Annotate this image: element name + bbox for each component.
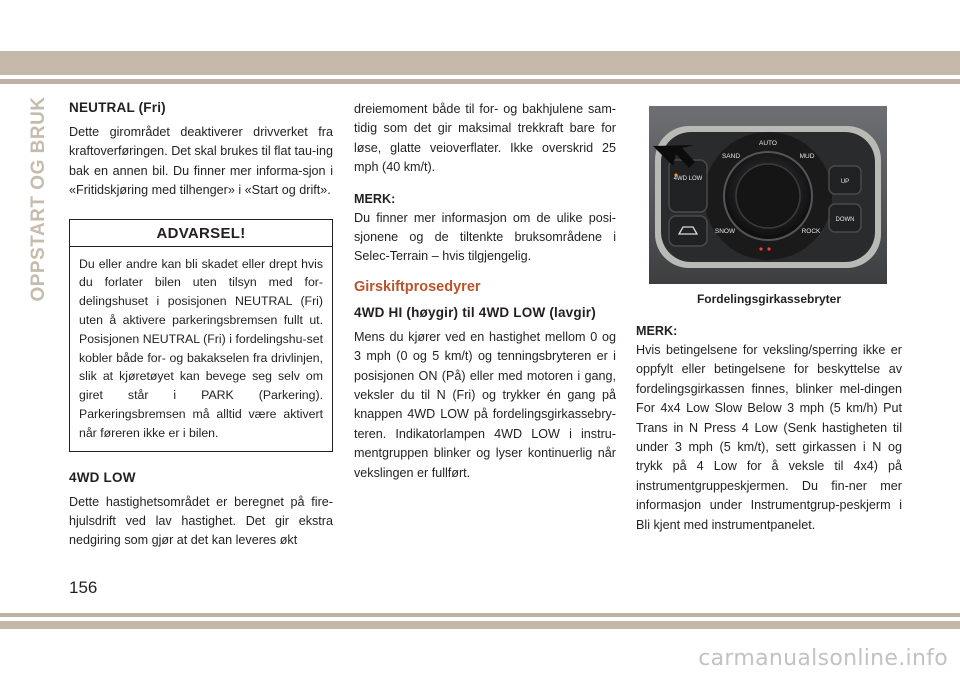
4wd-low-button: [669, 160, 707, 212]
column-left: [69, 100, 333, 563]
column-right: [636, 100, 902, 547]
page-number: 156: [69, 578, 98, 597]
top-band: [0, 51, 960, 75]
4wd-low-paragraph: Dette hastighetsområdet er beregnet på fire-hjulsdrift ved lav hastighet. Det gir ekstra nedgiring som gjør at det kan leveres økt: [69, 494, 333, 548]
indicator-led: [767, 247, 770, 250]
continued-paragraph: dreiemoment både til for- og bakhjulene sam-tidig som det gir maksimal trekkraft bare for løse, glatte veioverflater. Ikke overskrid 25 mph (40 km/t).: [354, 102, 616, 175]
shift-procedure-heading: 4WD HI (høygir) til 4WD LOW (lavgir): [354, 304, 596, 320]
section-title: Girskiftprosedyrer: [354, 278, 481, 295]
side-section-title-text: OPPSTART OG BRUK: [28, 96, 49, 302]
column-middle: [354, 100, 616, 495]
neutral-paragraph: Dette girområdet deaktiverer drivverket fra kraftoverføringen. Det skal brukes til flat tau-ing bak en annen bil. Du finner mer informa-sjon i «Fritidskjøring med tilhenger» i «Start og drift».: [69, 125, 333, 198]
snow-label: SNOW: [714, 228, 736, 235]
neutral-heading: NEUTRAL (Fri): [69, 100, 166, 115]
note-paragraph: Du finner mer informasjon om de ulike posi-sjonene og de tiltenkte bruksområdene i Selec-Terrain – hvis tilgjengelig.: [354, 210, 616, 264]
warning-title: ADVARSEL!: [70, 220, 332, 247]
top-rule: [0, 79, 960, 84]
bottom-rule: [0, 613, 960, 617]
4wd-low-heading: 4WD LOW: [69, 469, 136, 485]
warning-box: [69, 219, 333, 452]
4wd-low-indicator-led: [675, 174, 678, 177]
4wd-low-label: 4WD LOW: [673, 176, 703, 182]
note-label: MERK:: [354, 191, 396, 206]
selector-knob-center: [736, 164, 800, 228]
photo-caption: Fordelingsgirkassebryter: [696, 292, 842, 306]
up-label: UP: [840, 179, 850, 185]
auto-label: AUTO: [759, 140, 777, 147]
sand-label: SAND: [721, 153, 741, 160]
note-label: MERK:: [636, 324, 678, 338]
vehicle-button: [669, 216, 707, 246]
transfer-case-switch-illustration: [649, 106, 887, 284]
down-label: DOWN: [835, 217, 855, 223]
indicator-led: [759, 247, 762, 250]
side-section-title: [27, 96, 51, 302]
shift-procedure-paragraph: Mens du kjører ved en hastighet mellom 0 og 3 mph (0 og 5 km/t) og tenningsbryteren er i posisjonen ON (På) eller med motoren i gang, veksler du til N (Fri) og trykker én gang på knappen 4WD LOW på fordelingsgirkassebry-teren. Indikatorlampen 4WD LOW i instru-mentgruppen blinker og lyser kontinuerlig når vekslingen er fullført.: [354, 329, 616, 480]
transfer-case-switch-photo: [649, 106, 887, 284]
warning-text: Du eller andre kan bli skadet eller drept hvis du forlater bilen uten tilsyn med for-delingshuset i posisjonen NEUTRAL (Fri) uten å aktivere parkeringsbremsen fullt ut. Posisjonen NEUTRAL (Fri) i fordelingshu-set kobler både for- og bakakselen fra drivlinjen, slik at kjøretøyet kan bevege seg selv om giret står i PARK (Parkering). Parkeringsbremsen må alltid være aktivert når føreren ikke er i bilen.: [79, 256, 323, 440]
watermark-link[interactable]: carmanualsonline.info: [698, 646, 948, 671]
note-paragraph: Hvis betingelsene for veksling/sperring ikke er oppfylt eller betingelsene for beskyttelse av fordelingsgirkassen finnes, blinker mel-dingen For 4x4 Low Slow Below 3 mph (5 km/h) Put Trans in N Press 4 Low (Senk hastigheten til under 3 mph (5 km/t), sett girkassen i N og trykk på 4 Low for å veksle til 4x4) på instrumentgruppeskjermen. Du fin-ner mer informasjon under Instrumentgrup-peskjerm i Bli kjent med instrumentpanelet.: [636, 343, 902, 532]
mud-label: MUD: [799, 153, 815, 160]
bottom-band: [0, 621, 960, 629]
rock-label: ROCK: [801, 228, 821, 235]
